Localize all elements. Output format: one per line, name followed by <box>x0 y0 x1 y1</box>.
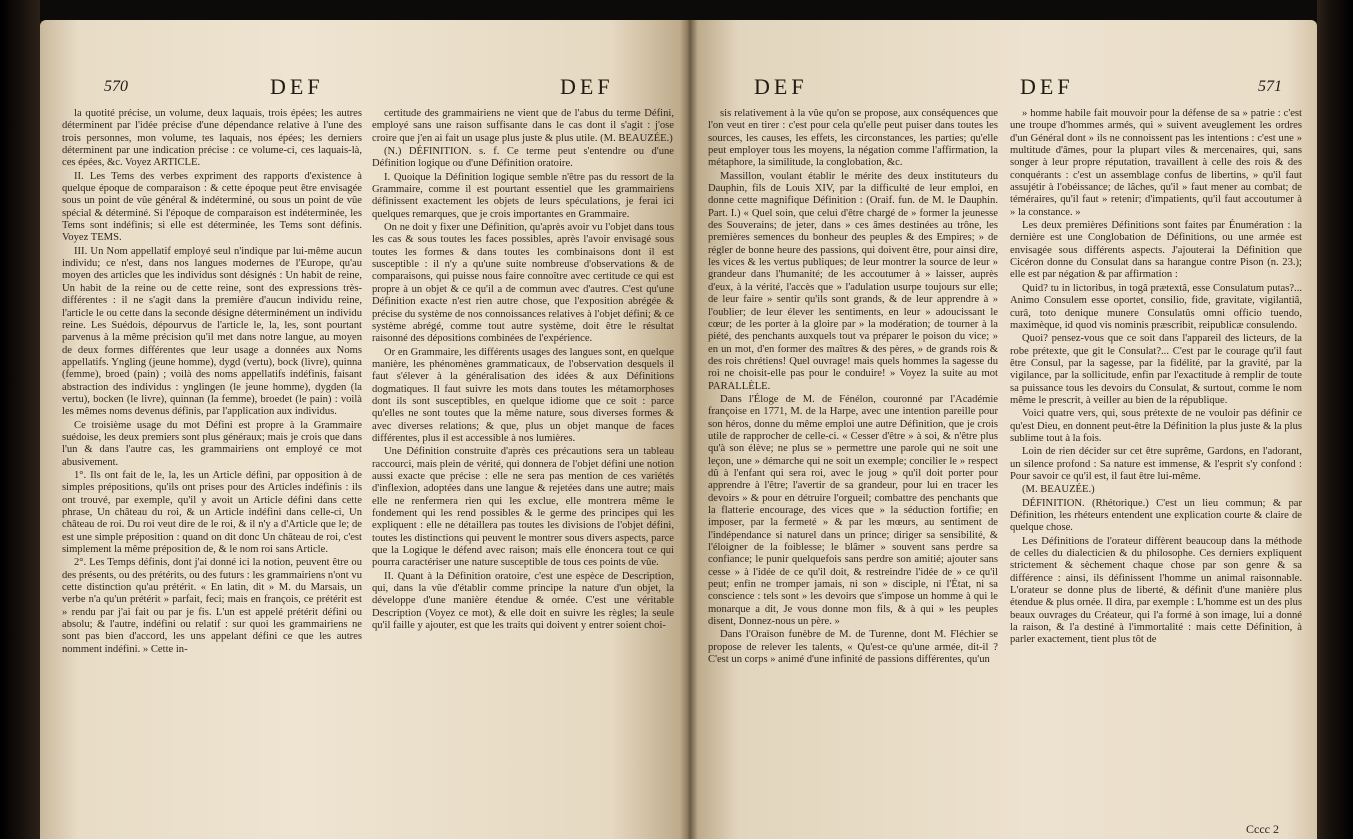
paragraph: Loin de rien décider sur cet être suprême, Gardons, en l'adorant, un silence profond : Sa nature est immense, & l'esprit s'y confond : Pour savoir ce qu'il est, il faut être lui-même. <box>1010 446 1302 482</box>
paragraph: Massillon, voulant établir le mérite des deux instituteurs du Dauphin, fils de Louis XIV, par la difficulté de leur emploi, en donne cette magnifique Définition : (Oraif. fun. de M. le Dauphin. Part. I.) « Quel soin, que celui d'être chargé de » former la jeunesse des Souverains; de jeter, dans » ces âmes destinées au trône, les premières semences du bonheur des peuples & des Empires; » de régler de bonne heure des passions, qui doivent être, pour ainsi dire, les vices & les vertus publiques; de leur montrer la source de leur » grandeur dans l'humanité; de les accoutumer à » laisser, auprès d'eux, à la vérité, l'accès que » l'adulation usurpe toujours sur elle; de leur faire » sentir qu'ils sont grands, & de leur apprendre à » l'oublier; de leur élever les sentiments, en leur » adoucissant le cœur; de les porter à la gloire par » la modération; de tourner à la piété, des penchants auxquels tout va préparer le poison du vice; » en un mot, d'en former des maîtres & des pères, » de grands rois & des rois chrétiens! Quel ouvrage! mais quels hommes la sagesse du roi ne choisit-elle pas pour le conduire! » Voyez la suite au mot PARALLÈLE. <box>708 170 998 392</box>
paragraph: Or en Grammaire, les différents usages des langues sont, en quelque manière, les phénomènes grammaticaux, de l'observation desquels il faut s'élever à la généralisation des idées & aux Définitions dogmatiques. Il faut suivre les mots dans toutes les métamorphoses dont ils sont susceptibles, en quelque idiome que ce soit : parce qu'elles ne sont toutes que la même nature, sous diverses formes & avec diverses relations; & que, plus un objet manque de faces différentes, plus il est accessible à nos lumières. <box>372 346 674 444</box>
paragraph: 1°. Ils ont fait de le, la, les un Article défini, par opposition à de simples prépositions, qu'ils ont prises pour des Articles indéfinis : ils ont trouvé, par exemple, qu'il y avoit un Article défini dans cette phrase, Un château du roi, & un Article indéfini dans celle-ci, Un château de roi. Du roi veut dire de le roi, & il n'y a d'Article que le; de est une simple préposition : quand on dit donc Un château de roi, c'est simplement la même préposition de, & le nom roi sans Article. <box>62 469 362 556</box>
left-page <box>40 20 688 839</box>
paragraph: Les Définitions de l'orateur diffèrent beaucoup dans la méthode de celles du dialecticien & du philosophe. Ces derniers expliquent strictement & sèchement chaque chose par son genre & sa différence : ainsi, ils définissent l'homme un animal raisonnable. L'orateur se donne plus de liberté, & définit d'une manière plus étendue & plus ornée. Il dira, par exemple : L'homme est un des plus beaux ouvrages du Créateur, qui l'a formé à son image, lui a donné la raison, & l'a destiné à l'immortalité : mais cette Définition, à parler exactement, tient plus tôt de <box>1010 535 1302 646</box>
paragraph: II. Quant à la Définition oratoire, c'est une espèce de Description, qui, dans la vûe d'établir comme principe la nature d'un objet, la développe d'une manière étendue & ornée. C'est une véritable Description (Voyez ce mot), & elle doit en suivre les règles; la seule qu'il faille y ajouter, est que les traits qui doivent y entrer soient choi- <box>372 570 674 632</box>
background-left <box>0 0 40 839</box>
paragraph: Ce troisième usage du mot Défini est propre à la Grammaire suédoise, les deux premiers sont plus généraux; mais je crois que dans l'un & dans l'autre cas, les grammairiens ont employé ce mot abusivement. <box>62 419 362 468</box>
right-running-head-1: DEF <box>754 74 808 99</box>
paragraph: certitude des grammairiens ne vient que de l'abus du terme Défini, employé sans une raison suffisante dans le cas dont il s'agit : j'ose croire que j'en ai fait un usage plus juste & plus utile. (M. BEAUZÉE.) <box>372 108 674 144</box>
paragraph: Les deux premières Définitions sont faites par Énumération : la dernière est une Conglobation de Définitions, ou une armée est envisagée sous différents aspects. J'ajouterai la Définition que Cicéron donne du Consulat dans sa harangue contre Pison (n. 23.); elle est par négation & par affirmation : <box>1010 220 1302 281</box>
right-running-head-2: DEF <box>1020 74 1074 99</box>
paragraph: Quoi? pensez-vous que ce soit dans l'appareil des licteurs, de la robe prétexte, que git le Consulat?... C'est par le courage qu'il faut être Consul, par la sagesse, par la fidélité, par la gravité, par la vigilance, par la sollicitude, enfin par l'exactitude à remplir de toute sa puissance tous les devoirs du Consulat, & surtout, comme le nom même le prescrit, à veiller au bien de la république. <box>1010 333 1302 406</box>
background-right <box>1317 0 1353 839</box>
paragraph: la quotité précise, un volume, deux laquais, trois épées; les autres déterminent par l'idée précise d'une dépendance relative à l'une des trois personnes, mon volume, tes laquais, nos épées; les derniers déterminent par une indication précise : ce volume-ci, ces laquais-là, ces épées, &c. Voyez ARTICLE. <box>62 108 362 169</box>
left-running-head-1: DEF <box>270 74 324 99</box>
left-column-1 <box>62 108 362 839</box>
paragraph: I. Quoique la Définition logique semble n'être pas du ressort de la Grammaire, comme il est pourtant essentiel que les grammairiens définissent exactement les objets de leurs spéculations, je ferai ici quelques remarques, que je crois importantes en Grammaire. <box>372 171 674 220</box>
paragraph: 2°. Les Temps définis, dont j'ai donné ici la notion, peuvent être ou des présents, ou des prétérits, ou des futurs : les grammairiens n'ont vu cette distinction qu'au prétérit. « En latin, dit » M. du Marsais, un verbe n'a qu'un prétérit » parfait, feci; mais en françois, ce prétérit est » rendu par j'ai fait ou par je fis. L'un est appelé prétérit défini ou absolu; & l'autre, indéfini ou relatif : sur quoi les grammairiens ne sont pas bien d'accord, les uns appelant défini ce que les autres nomment indéfini. » Cette in- <box>62 557 362 655</box>
paragraph: Voici quatre vers, qui, sous prétexte de ne vouloir pas définir ce qu'est Dieu, en donnent peut-être la Définition la plus juste & la plus sublime tout à la fois. <box>1010 408 1302 444</box>
left-page-number: 570 <box>104 78 128 95</box>
paragraph: Dans l'Oraison funèbre de M. de Turenne, dont M. Fléchier se propose de relever les talents, « Qu'est-ce qu'une armée, dit-il ? C'est un corps » animé d'une infinité de passions différentes, qu'un <box>708 629 998 666</box>
paragraph: Quid? tu in lictoribus, in togâ prætextâ, esse Consulatum putas?... Animo Consulem esse oportet, consilio, fide, gravitate, vigilantiâ, curâ, toto denique munere Consulatûs omni officio tuendo, maximèque, id quod vis nominis præscribit, reipublicæ consulendo. <box>1010 282 1302 331</box>
paragraph: Dans l'Éloge de M. de Fénélon, couronné par l'Académie françoise en 1771, M. de la Harpe, avec une intention pareille pour son héros, donne du même emploi une autre Définition, que je crois utile de rapprocher de celle-ci. « Cesser d'être » à soi, & n'être plus qu'à son élève; ne plus se » permettre une parole qui ne soit une leçon, une » démarche qui ne soit un exemple; concilier le » respect dû à l'enfant qui sera roi, avec le joug » qu'il doit porter pour apprendre à l'être; l'avertir de sa grandeur, pour lui en tracer les devoirs » & pour en détruire l'orgueil; combattre des penchants que la flatterie encourage, des vices que » la séduction fortifie; en imposer, par la fermeté » & par les mœurs, au sentiment de l'indépendance si naturel dans un prince; diriger sa sensibilité, & l'éloigner de la foiblesse; le blâmer » souvent sans perdre sa confiance; le punir quelquefois sans perdre son amitié; ajouter sans cesse » à l'idée de ce qu'il doit, & restreindre l'idée de » ce qu'il peut; enfin ne tromper jamais, ni son » disciple, ni l'État, ni sa conscience : tels sont » les devoirs que s'impose un homme à qui le monarque a dit, Je vous donne mon fils, & à qui » les peuples disent, Donnez-nous un père. » <box>708 393 998 628</box>
paragraph: III. Un Nom appellatif employé seul n'indique par lui-même aucun individu; ce n'est, dans nos langues modernes de l'Europe, qu'au moyen des articles que les individus sont désignés : Un habit de reine, Un habit de la reine ou de cette reine, sont des expressions très-différentes : il ne s'agit dans la première d'aucun individu reine, l'article le ou cette dans la seconde désigne déterminément un individu reine. Les Suédois, dépourvus de l'article le, la, les, sont pourtant parvenus à la même précision qu'il met dans notre langue, au moyen de deux formes différentes que leur usage a données aux Noms appellatifs. Yngling (jeune homme), dygd (vertu), bock (livre), quinna (femme), broed (pain) ; voilà des noms appellatifs indéfinis, faisant abstraction des individus : ynglingen (le jeune homme), dygden (la vertu), bocken (le livre), quinnan (la femme), broedet (le pain) : voilà les mêmes noms devenus définis, par l'application aux individus. <box>62 245 362 418</box>
right-page <box>688 20 1317 839</box>
paragraph: DÉFINITION. (Rhétorique.) C'est un lieu commun; & par Définition, les rhéteurs entendent une explication courte & claire de quelque chose. <box>1010 497 1302 534</box>
paragraph: On ne doit y fixer une Définition, qu'après avoir vu l'objet dans tous les cas & sous toutes les faces possibles, après l'avoir envisagé sous toutes les formes & dans toutes les combinaisons dont il est susceptible : il n'y a qu'une suite nombreuse d'observations & de comparaisons, qui puisse nous faire connoître avec certitude ce qui est propre à un objet & ce qu'il a de commun avec d'autres. C'est qu'une Définition exacte n'est rien autre chose, que l'exposition abrégée & précise du système de nos connoissances relatives à l'objet défini; & ce système abrégé, comme tout autre système, doit être le résultat raisonné des dépositions combinées de l'expérience. <box>372 222 674 345</box>
paragraph: Une Définition construite d'après ces précautions sera un tableau raccourci, mais plein de vérité, qui donnera de l'objet défini une notion aussi exacte que précise : elle ne sera pas mention de ces variétés d'inflexion, adoptées dans une langue & rejetées dans une autre; mais elle ne renfermera rien qui les exclue, elle montrera même le fondement qui les rend possibles & le germe des principes qui les expliquent : elle ne détaillera pas toutes les divisions de l'objet défini, toutes les distinctions qui peuvent le montrer sous divers aspects, parce que la Logique le défend avec raison; mais elle énoncera tout ce qui pourra caractériser une nature susceptible de tous ces points de vûe. <box>372 446 674 569</box>
left-running-head-2: DEF <box>560 74 614 99</box>
right-page-number: 571 <box>1258 78 1282 95</box>
paragraph: » homme habile fait mouvoir pour la défense de sa » patrie : c'est une troupe d'hommes armés, qui » suivent aveuglement les ordres d'un Général dont » ils ne connoissent pas les intentions : c'est une » multitude d'âmes, pour la plupart viles & mercenaires, qui, sans songer à leur propre réputation, travaillent à celle des rois & des conquérants : c'est un assemblage confus de libertins, » qu'il faut assujétir à l'obéissance; de lâches, qu'il » faut mener au combat; de téméraires, qu'il faut » retenir; d'impatients, qu'il faut accoutumer à » la constance. » <box>1010 108 1302 218</box>
paragraph: (M. BEAUZÉE.) <box>1022 484 1095 496</box>
book-gutter <box>680 20 698 839</box>
paragraph: sis relativement à la vûe qu'on se propose, aux conséquences que l'on veut en tirer : c'est pour cela qu'elle peut puiser dans toutes les sources, les causes, les effets, les circonstances, les parties; qu'elle peut employer tous les moyens, la négation comme l'affirmation, la métaphore, la similitude, la conglobation, &c. <box>708 108 998 169</box>
left-column-2 <box>372 108 674 839</box>
right-column-2 <box>1010 108 1302 820</box>
right-column-1 <box>708 108 998 839</box>
paragraph: (N.) DÉFINITION. s. f. Ce terme peut s'entendre ou d'une Définition logique ou d'une Définition oratoire. <box>372 146 674 170</box>
paragraph: II. Les Tems des verbes expriment des rapports d'existence à quelque époque de comparaison : & cette époque peut être envisagée sous un point de vûe général & indéterminé, ou sous un point de vûe spécial & déterminé. Si l'époque de comparaison est indéterminée, les Tems sont indéfinis; si elle est déterminée, les Tems sont définis. Voyez TEMS. <box>62 170 362 244</box>
catchword: Cccc 2 <box>1246 822 1279 836</box>
